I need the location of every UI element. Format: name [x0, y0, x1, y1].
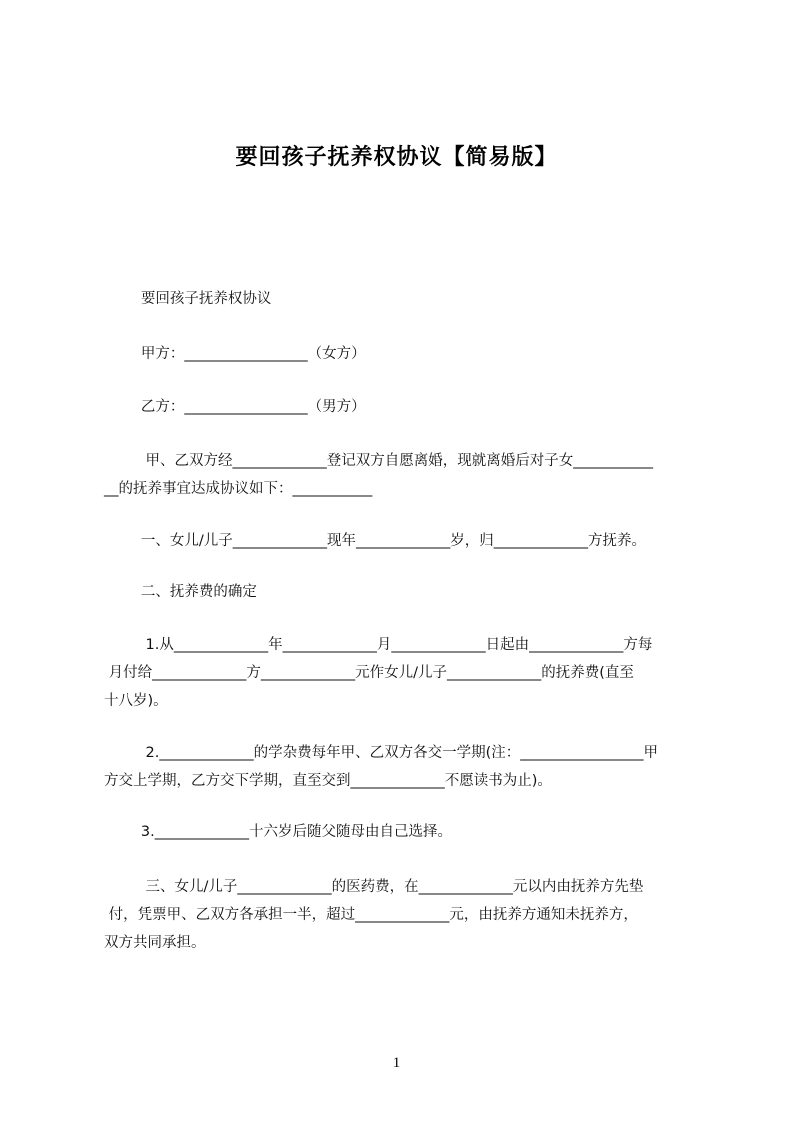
page-number: 1 — [392, 1055, 401, 1071]
clause-2-1-line-1: 1.从_____________年_____________月_____________日起由_____________方每 — [104, 637, 653, 653]
intro-paragraph-line-1: 甲、乙双方经_____________登记双方自愿离婚，现就离婚后对子女___________ — [104, 453, 653, 469]
clause-3-line-1: 三、女儿/儿子_____________的医药费，在_____________元以内由抚养方先垫 — [104, 879, 644, 895]
clause-2-1-line-2: 月付给_____________方_____________元作女儿/儿子_____________的抚养费(直至 — [104, 665, 634, 681]
clause-3-line-2: 付，凭票甲、乙双方各承担一半，超过_____________元，由抚养方通知未抚养方， — [104, 907, 638, 923]
clause-1: 一、女儿/儿子_____________现年_____________岁，归_____________方抚养。 — [104, 533, 647, 549]
agreement-heading: 要回孩子抚养权协议 — [104, 291, 272, 307]
clause-2-3: 3._____________十六岁后随父随母由自己选择。 — [104, 824, 452, 840]
party-a-line: 甲方：_________________（女方） — [104, 346, 366, 362]
clause-3-line-3: 双方共同承担。 — [104, 935, 206, 951]
document-title: 要回孩子抚养权协议【简易版】 — [235, 145, 558, 170]
clause-2-heading: 二、抚养费的确定 — [104, 584, 257, 600]
clause-2-1-line-3: 十八岁)。 — [104, 693, 168, 709]
intro-paragraph-line-2: __的抚养事宜达成协议如下：___________ — [104, 481, 373, 497]
clause-2-2-line-2: 方交上学期，乙方交下学期，直至交到_____________不愿读书为止)。 — [104, 773, 552, 789]
party-b-line: 乙方：_________________（男方） — [104, 399, 366, 415]
clause-2-2-line-1: 2._____________的学杂费每年甲、乙双方各交一学期(注：_________________甲 — [104, 745, 658, 761]
